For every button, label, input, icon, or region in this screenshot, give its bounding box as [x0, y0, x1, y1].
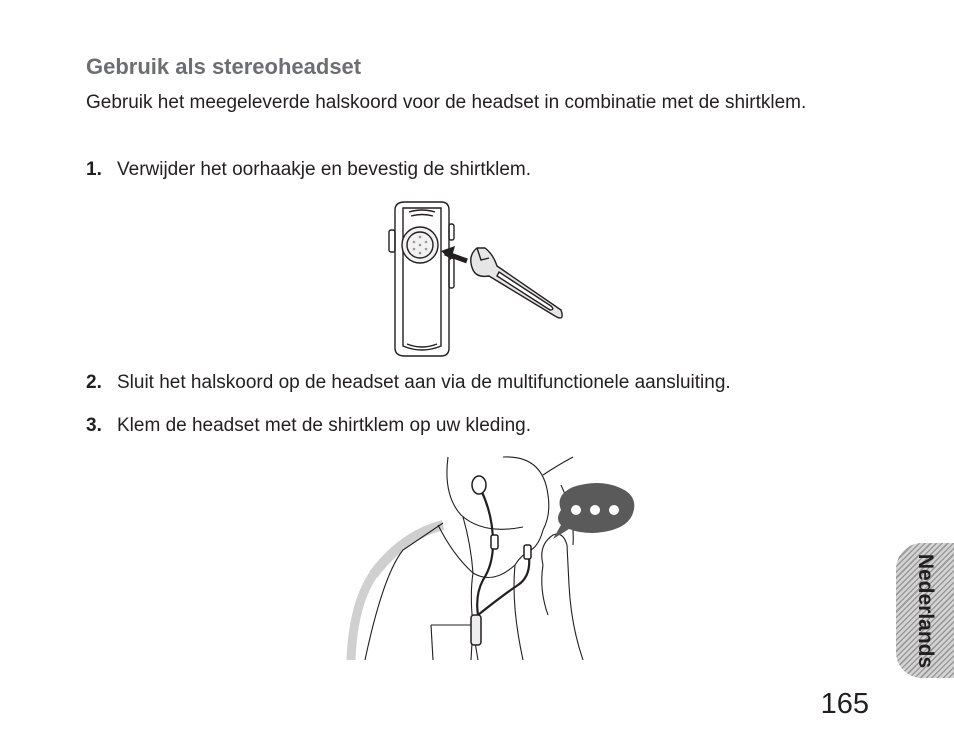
- step-number: 2.: [86, 372, 102, 393]
- speech-bubble-icon: [553, 483, 634, 539]
- section-heading: Gebruik als stereoheadset: [86, 54, 362, 79]
- step-text: Sluit het halskoord op de headset aan via de multifunctionele aansluiting.: [117, 372, 731, 393]
- step-text: Verwijder het oorhaakje en bevestig de shirtklem.: [117, 159, 532, 180]
- step-number: 3.: [86, 415, 102, 436]
- intro-paragraph: Gebruik het meegeleverde halskoord voor de headset in combinatie met de shirtklem.: [86, 92, 807, 113]
- step-2: [86, 371, 731, 395]
- step-1: [86, 158, 531, 182]
- headset-clip-illustration: [385, 198, 570, 360]
- side-tab-label: Nederlands: [914, 553, 937, 668]
- page-number: 165: [820, 688, 869, 720]
- language-side-tab: [896, 543, 954, 678]
- step-3: [86, 414, 531, 438]
- step-text: Klem de headset met de shirtklem op uw kleding.: [117, 415, 531, 436]
- step-number: 1.: [86, 159, 102, 180]
- person-wearing-headset-illustration: [343, 455, 643, 660]
